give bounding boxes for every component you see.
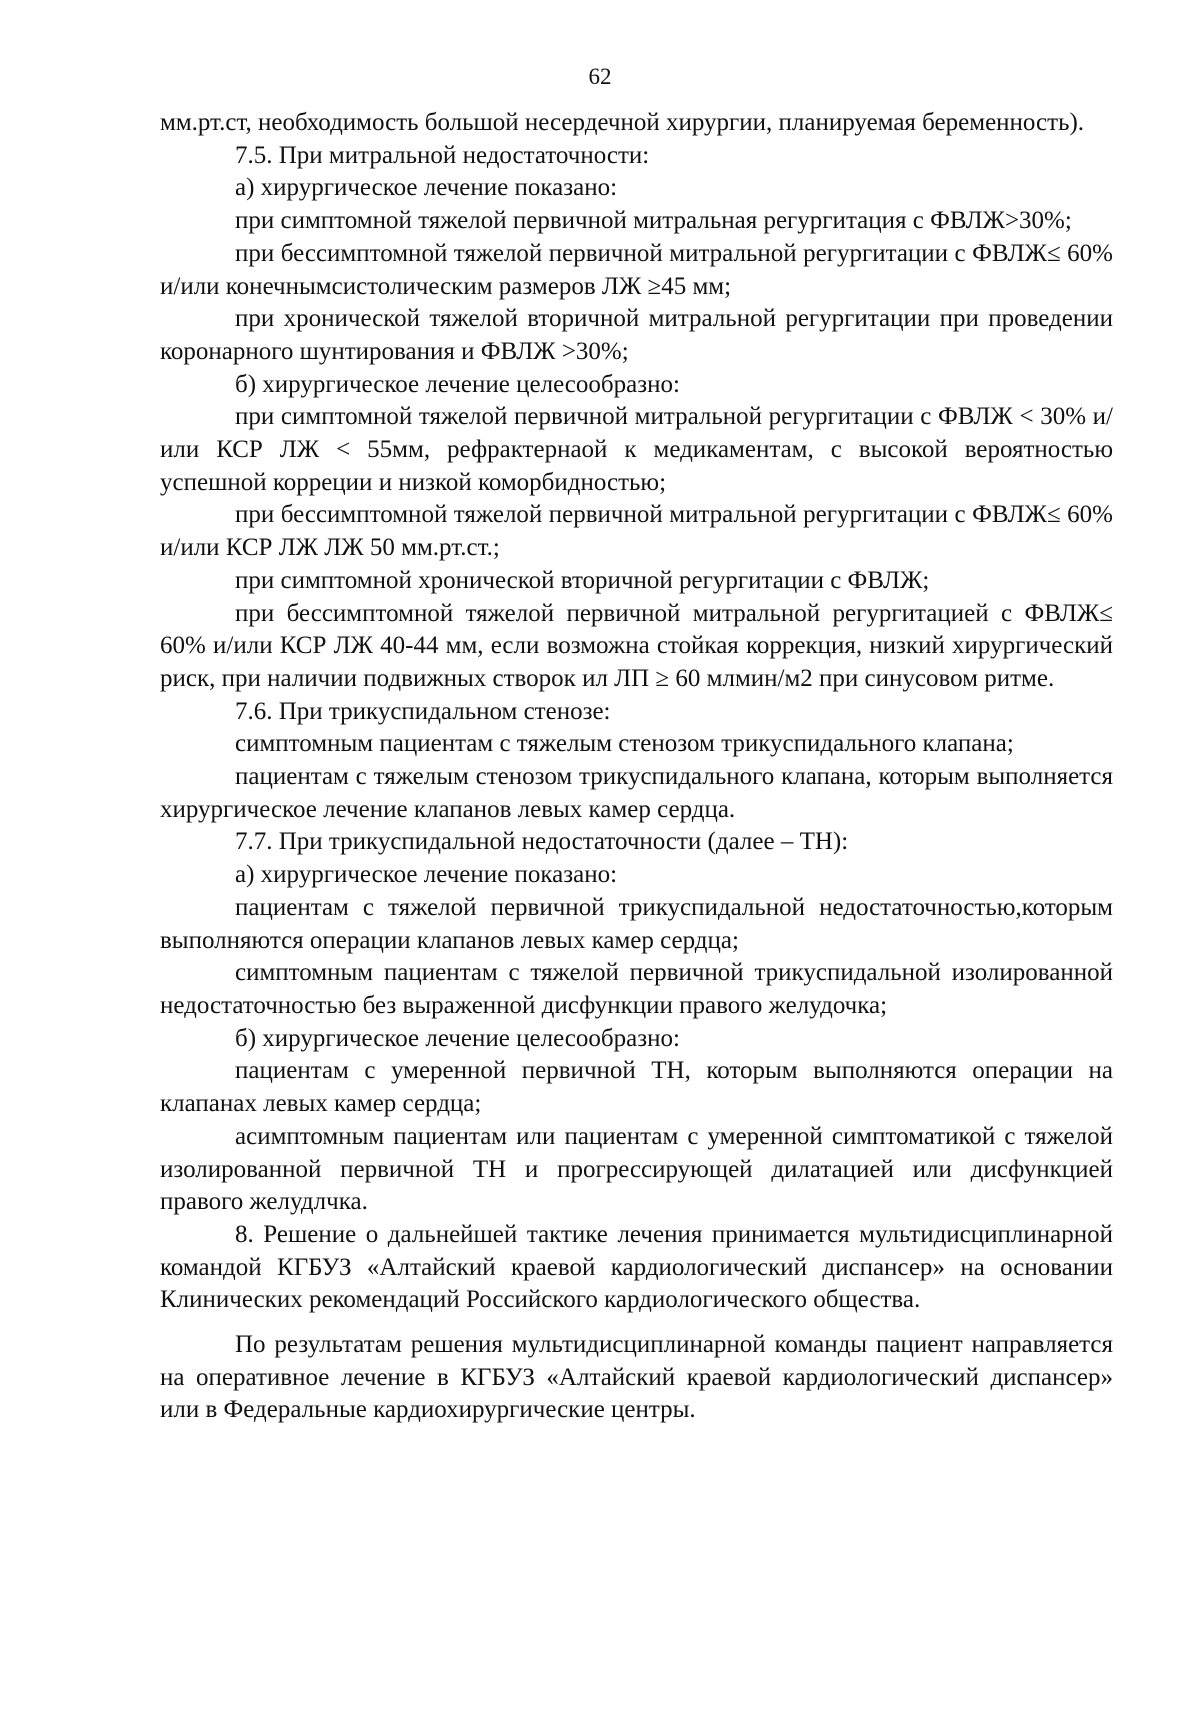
- subheading-surgery-indicated: а) хирургическое лечение показано:: [235, 174, 618, 202]
- list-item: при бессимптомной тяжелой первичной митральной регургитацией с ФВЛЖ≤ 60% и/или КСР ЛЖ 40-44 мм, если возможна стойкая коррекция, низкий хирургический риск, при наличии подвижных створок ил ЛП ≥ 60 млмин/м2 при синусовом ритме.: [160, 599, 1113, 692]
- list-item: при хронической тяжелой вторичной митральной регургитации при проведении коронарного шунтирования и ФВЛЖ >30%;: [160, 305, 1113, 365]
- list-item: при симптомной хронической вторичной регургитации с ФВЛЖ;: [235, 566, 930, 594]
- list-item: пациентам с тяжелой первичной трикуспидальной недостаточностью,которым выполняются операции клапанов левых камер сердца;: [160, 893, 1113, 954]
- list-item: пациентам с тяжелым стенозом трикуспидального клапана, которым выполняется хирургическое лечение клапанов левых камер сердца.: [160, 763, 1113, 823]
- section-7-7-heading: 7.7. При трикуспидальной недостаточности (далее – ТН):: [235, 828, 849, 856]
- list-item: при бессимптомной тяжелой первичной митральной регургитации с ФВЛЖ≤ 60% и/или КСР ЛЖ ЛЖ 50 мм.рт.ст.;: [160, 501, 1113, 562]
- subheading-surgery-advisable: б) хирургическое лечение целесообразно:: [235, 370, 680, 398]
- list-item: при симптомной тяжелой первичной митральная регургитация с ФВЛЖ>30%;: [235, 207, 1072, 235]
- page-number: 62: [588, 64, 612, 89]
- subheading-surgery-indicated: а) хирургическое лечение показано:: [235, 861, 618, 889]
- section-7-6-heading: 7.6. При трикуспидальном стенозе:: [235, 697, 611, 725]
- list-item: при бессимптомной тяжелой первичной митральной регургитации с ФВЛЖ≤ 60% и/или конечнымсистолическим размеров ЛЖ ≥45 мм;: [160, 239, 1113, 300]
- list-item: симптомным пациентам с тяжелым стенозом трикуспидального клапана;: [235, 730, 1014, 758]
- closing-paragraph: По результатам решения мультидисциплинарной команды пациент направляется на оперативное лечение в КГБУЗ «Алтайский краевой кардиологический диспансер» или в Федеральные кардиохирургические центры.: [160, 1331, 1113, 1424]
- section-8-paragraph: 8. Решение о дальнейшей тактике лечения принимается мультидисциплинарной командой КГБУЗ «Алтайский краевой кардиологический диспансер» на основании Клинических рекомендаций Российского кардиологического общества.: [160, 1220, 1113, 1314]
- list-item: пациентам с умеренной первичной ТН, которым выполняются операции на клапанах левых камер сердца;: [160, 1057, 1113, 1118]
- paragraph-continuation: мм.рт.ст, необходимость большой несердечной хирургии, планируемая беременность).: [160, 109, 1085, 136]
- list-item: при симптомной тяжелой первичной митральной регургитации с ФВЛЖ < 30% и/или КСР ЛЖ < 55мм, рефрактернаой к медикаментам, с высокой вероятностью успешной корреции и низкой коморбидностью;: [160, 403, 1113, 496]
- list-item: симптомным пациентам с тяжелой первичной трикуспидальной изолированной недостаточностью без выраженной дисфункции правого желудочка;: [160, 959, 1113, 1019]
- section-7-5-heading: 7.5. При митральной недостаточности:: [235, 141, 650, 169]
- document-body: [160, 107, 1113, 1427]
- subheading-surgery-advisable: б) хирургическое лечение целесообразно:: [235, 1024, 680, 1052]
- list-item: асимптомным пациентам или пациентам с умеренной симптоматикой с тяжелой изолированной первичной ТН и прогрессирующей дилатацией или дисфункцией правого желудлчка.: [160, 1122, 1113, 1216]
